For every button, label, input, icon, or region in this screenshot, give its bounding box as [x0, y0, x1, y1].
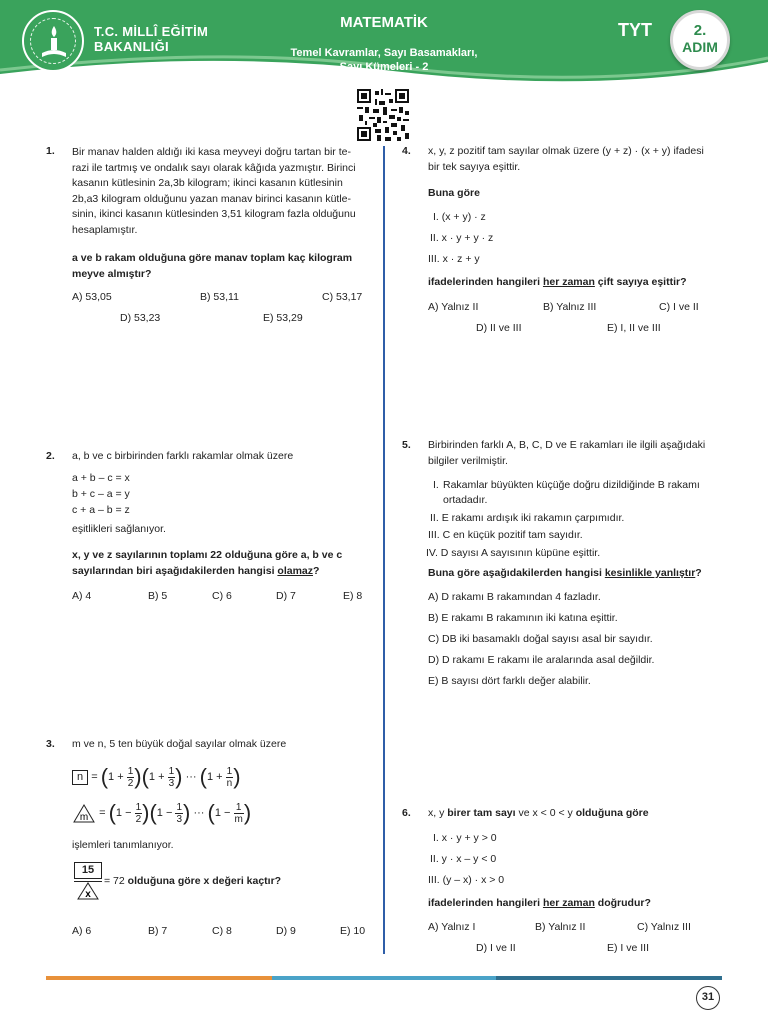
buna-gore: Buna göre	[428, 187, 480, 199]
header-banner	[0, 0, 768, 82]
option-c[interactable]: C) DB iki basamaklı doğal sayısı asal bir sayıdır.	[428, 633, 653, 645]
text-line: x, y, z pozitif tam sayılar olmak üzere (y + z) · (x + y) ifadesi	[428, 145, 704, 157]
text-line: kasanın kütlesinin 2a,3b kilogram; ikinci kasanın kütlesinin	[72, 177, 343, 189]
intro-emphasis: olduğuna göre	[575, 807, 649, 819]
operator: −	[125, 806, 132, 819]
term: 1	[108, 770, 115, 783]
operator: +	[117, 770, 124, 783]
step-number: 2.	[693, 22, 707, 39]
prompt-emphasis: olduğuna göre x değeri kaçtır?	[127, 875, 282, 887]
statement-number: IV.	[426, 547, 438, 559]
paren: (	[199, 764, 207, 789]
equals-sign: =	[91, 770, 98, 783]
equation: b + c – a = y	[72, 488, 130, 500]
prompt-line: meyve almıştır?	[72, 268, 152, 280]
question-number: 4.	[402, 145, 411, 157]
prompt-text: doğrudur?	[594, 897, 651, 909]
operator: −	[224, 806, 231, 819]
option-e[interactable]: E) B sayısı dört farklı değer alabilir.	[428, 675, 591, 687]
statement-ii	[430, 512, 624, 524]
option-a[interactable]: A) Yalnız I	[428, 921, 476, 933]
option-e[interactable]: E) 10	[340, 925, 366, 937]
prompt-line	[72, 565, 319, 577]
operator: +	[216, 770, 223, 783]
numerator: 1	[226, 765, 233, 777]
qr-code-icon[interactable]	[357, 89, 409, 141]
term: 1	[206, 770, 214, 783]
prompt-line: x, y ve z sayılarının toplamı 22 olduğuna göre a, b ve c	[72, 549, 343, 561]
intro-emphasis: birer tam sayı	[447, 807, 516, 819]
prompt-text: ?	[695, 567, 702, 579]
column-divider	[383, 146, 385, 954]
subject-title: MATEMATİK	[340, 14, 428, 31]
text-line: sinin, ikinci kasanın kütlesinden 3,51 kilogram fazla olduğunu	[72, 208, 356, 220]
text-line: razi ile tartmış ve ondalık sayı olarak kâğıda yazmıştır. Birinci	[72, 161, 356, 174]
statement-iv	[426, 547, 600, 559]
denominator: 2	[135, 813, 142, 825]
option-e[interactable]: E) 53,29	[263, 312, 303, 324]
question-number: 3.	[46, 738, 55, 750]
footer-bar-orange	[46, 976, 272, 980]
option-d[interactable]: D) 9	[276, 925, 296, 937]
statement-number: I.	[433, 479, 439, 491]
equation: c + a – b = z	[72, 504, 130, 516]
option-b[interactable]: B) Yalnız III	[543, 301, 597, 313]
text-line: bilgiler verilmiştir.	[428, 455, 508, 467]
option-c[interactable]: C) 8	[212, 925, 232, 937]
option-e[interactable]: E) I ve III	[607, 942, 650, 954]
option-d[interactable]: D) I ve II	[476, 942, 516, 954]
option-b[interactable]: B) Yalnız II	[535, 921, 586, 933]
question-intro: a, b ve c birbirinden farklı rakamlar olmak üzere	[72, 450, 294, 462]
option-a[interactable]: A) D rakamı B rakamından 4 fazladır.	[428, 591, 601, 603]
option-a[interactable]: A) 53,05	[72, 291, 112, 303]
page-number: 31	[696, 986, 720, 1010]
question-text: işlemleri tanımlanıyor.	[72, 839, 174, 851]
option-d[interactable]: D) 53,23	[120, 312, 161, 324]
denominator: m	[234, 813, 243, 825]
numerator: 1	[127, 765, 134, 777]
option-d[interactable]: D) 7	[276, 590, 296, 602]
svg-text:x: x	[85, 889, 91, 900]
topic-line2: Sayı Kümeleri - 2	[339, 61, 429, 73]
paren: )	[233, 764, 241, 789]
svg-text:m: m	[79, 812, 89, 823]
option-b[interactable]: B) 7	[148, 925, 168, 937]
box-operator: 15	[74, 862, 102, 879]
prompt-text: ?	[313, 565, 320, 577]
option-d[interactable]: D) II ve III	[476, 322, 522, 334]
numerator: 1	[135, 801, 142, 813]
fraction-15-over-x	[74, 862, 102, 903]
paren: )	[134, 764, 142, 789]
exam-label: TYT	[618, 20, 652, 40]
statement-iii: III. x · z + y	[428, 253, 480, 265]
statement-i-cont: ortadadır.	[443, 494, 488, 506]
prompt-line	[428, 276, 687, 288]
operator: +	[158, 770, 165, 783]
option-b[interactable]: B) E rakamı B rakamının iki katına eşittir.	[428, 612, 618, 624]
statement-text: C en küçük pozitif tam sayıdır.	[442, 529, 583, 541]
topic-line1: Temel Kavramlar, Sayı Basamakları,	[290, 47, 478, 59]
text-line: bir tek sayıya eşittir.	[428, 161, 521, 173]
prompt-emphasis: kesinlikle yanlıştır	[604, 567, 696, 579]
term: 1	[115, 806, 123, 819]
statement-iii	[428, 529, 583, 541]
prompt-emphasis: her zaman	[542, 897, 595, 909]
definition-m	[72, 800, 251, 826]
statement-iii: III. (y – x) · x > 0	[428, 874, 505, 886]
step-word: ADIM	[682, 39, 718, 55]
equals-sign: =	[99, 806, 106, 819]
option-a[interactable]: A) 6	[72, 925, 92, 937]
option-b[interactable]: B) 53,11	[200, 291, 239, 303]
triangle-icon	[76, 882, 100, 900]
definition-n	[72, 764, 241, 790]
option-c[interactable]: C) 53,17	[322, 291, 363, 303]
topic-title	[0, 46, 768, 74]
prompt-text: = 72	[104, 875, 128, 887]
option-e[interactable]: E) 8	[343, 590, 363, 602]
question-number: 6.	[402, 807, 411, 819]
triangle-icon	[72, 803, 96, 823]
prompt-emphasis: her zaman	[542, 276, 595, 288]
text-line: 2b,a3 kilogram olduğunu yazan manav birinci kasanın kütle-	[72, 192, 351, 205]
statement-ii: II. y · x – y < 0	[430, 853, 497, 865]
numerator: 1	[176, 801, 183, 813]
option-c[interactable]: C) I ve II	[659, 301, 699, 313]
option-d[interactable]: D) D rakamı E rakamı ile aralarında asal değildir.	[428, 654, 655, 666]
footer-bar-blue	[272, 976, 496, 980]
intro-text: x, y	[428, 807, 448, 819]
paren: (	[100, 764, 109, 789]
denominator: 2	[127, 777, 134, 789]
text-line: Birbirinden farklı A, B, C, D ve E rakamları ile ilgili aşağıdaki	[428, 439, 706, 451]
term: 1	[156, 806, 163, 819]
question-number: 1.	[46, 145, 55, 157]
question-intro: m ve n, 5 ten büyük doğal sayılar olmak üzere	[72, 738, 287, 750]
ministry-name-line1: T.C. MİLLÎ EĞİTİM	[94, 24, 209, 39]
box-operator: n	[72, 770, 88, 785]
prompt-text: ifadelerinden hangileri	[428, 897, 543, 909]
prompt-emphasis: olamaz	[277, 565, 314, 577]
statement-number: III.	[428, 529, 440, 541]
statement-text: Rakamlar büyükten küçüğe doğru dizildiğinde B rakamı	[443, 479, 700, 491]
question-intro	[428, 807, 649, 819]
prompt-line	[428, 567, 702, 579]
statement-ii: II. x · y + y · z	[430, 232, 494, 244]
paren: (	[149, 800, 157, 825]
statement-text: E rakamı ardışık iki rakamın çarpımıdır.	[441, 512, 625, 524]
denominator: n	[226, 777, 233, 789]
paren: )	[243, 800, 252, 825]
statement-i: I. x · y + y > 0	[433, 832, 497, 844]
term: 1	[214, 806, 221, 819]
statement-number: II.	[430, 512, 439, 524]
paren: (	[141, 764, 149, 789]
paren: (	[108, 800, 116, 825]
prompt-text: ifadelerinden hangileri	[428, 276, 543, 288]
prompt-line: a ve b rakam olduğuna göre manav toplam kaç kilogram	[72, 252, 353, 264]
fraction	[234, 802, 244, 825]
question-text	[72, 145, 372, 238]
paren: (	[207, 800, 215, 825]
question-number: 2.	[46, 450, 55, 462]
operator: −	[165, 806, 173, 819]
question-number: 5.	[402, 439, 411, 451]
question-text: eşitlikleri sağlanıyor.	[72, 523, 166, 535]
intro-text: ve x < 0 < y	[515, 807, 576, 819]
footer-bar-navy	[496, 976, 722, 980]
option-b[interactable]: B) 5	[148, 590, 168, 602]
text-line: hesaplamıştır.	[72, 223, 138, 236]
option-a[interactable]: A) Yalnız II	[428, 301, 479, 313]
prompt-text: sayılarından biri aşağıdakilerden hangisi	[72, 565, 278, 577]
equation: a + b – c = x	[72, 472, 130, 484]
ellipsis: ···	[193, 806, 205, 819]
option-e[interactable]: E) I, II ve III	[607, 322, 661, 334]
paren: )	[175, 764, 183, 789]
denominator: 3	[168, 777, 175, 789]
denominator: 3	[176, 813, 183, 825]
statement-text: D sayısı A sayısının küpüne eşittir.	[440, 547, 601, 559]
paren: )	[183, 800, 191, 825]
prompt-text: çift sayıya eşittir?	[594, 276, 687, 288]
option-c[interactable]: C) Yalnız III	[637, 921, 691, 933]
numerator: 1	[168, 765, 175, 777]
prompt-line	[428, 897, 651, 909]
prompt-text: Buna göre aşağıdakilerden hangisi	[428, 567, 605, 579]
ellipsis: ···	[185, 770, 197, 783]
question-prompt	[72, 250, 372, 282]
numerator: 1	[234, 802, 244, 814]
text-line: Bir manav halden aldığı iki kasa meyveyi doğru tartan bir te-	[72, 146, 351, 158]
statement-i	[433, 479, 700, 491]
prompt-line	[104, 875, 281, 887]
statement-i: I. (x + y) · z	[433, 211, 486, 223]
option-c[interactable]: C) 6	[212, 590, 232, 602]
ministry-name-line2: BAKANLIĞI	[94, 39, 169, 54]
paren: )	[142, 800, 150, 825]
option-a[interactable]: A) 4	[72, 590, 92, 602]
fraction	[175, 802, 183, 825]
fraction	[135, 802, 143, 825]
term: 1	[148, 770, 156, 783]
step-badge	[670, 10, 730, 70]
